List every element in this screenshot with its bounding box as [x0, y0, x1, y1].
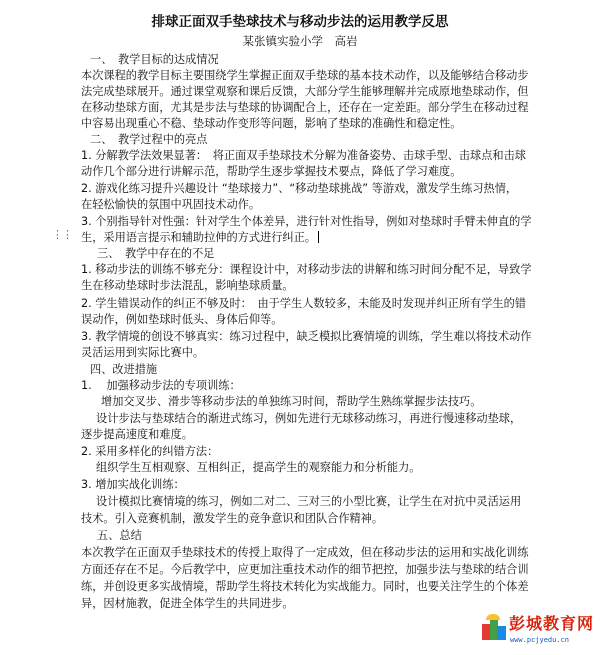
list-item-heading: 3. 增加实战化训练： — [81, 478, 185, 491]
paragraph-line: 练，并创设更多实战情境，帮助学生将技术转化为实战能力。同时，也要关注学生的个体差 — [81, 580, 529, 593]
paragraph-line: 异，因材施教，促进全体学生的共同进步。 — [81, 597, 294, 610]
paragraph-line: 生，采用语言提示和辅助拉伸的方式进行纠正。 — [81, 231, 316, 244]
site-name: 彭城教育网 — [509, 614, 595, 633]
site-url: www.pcjyedu.cn — [510, 636, 570, 644]
heading-improvements: 四、改进措施 — [90, 363, 158, 376]
paragraph-line: 在移动垫球方面，尤其是步法与垫球的协调配合上，还存在一定差距。部分学生在移动过程 — [81, 101, 529, 114]
paragraph-line: 设计模拟比赛情境的练习，例如二对二、三对三的小型比赛，让学生在对抗中灵活运用 — [96, 495, 522, 508]
paragraph-line: 本次教学在正面双手垫球技术的传授上取得了一定成效，但在移动步法的运用和实战化训练 — [81, 546, 529, 559]
paragraph-line: 3. 教学情境的创设不够真实：练习过程中，缺乏模拟比赛情境的训练，学生难以将技术动作 — [81, 330, 532, 343]
list-item-heading: 1. 加强移动步法的专项训练： — [81, 379, 241, 392]
paragraph-line: 3. 个别指导针对性强：针对学生个体差异，进行针对性指导，例如对垫球时手臂未伸直的学 — [81, 215, 532, 228]
heading-highlights: 二、 教学过程中的亮点 — [90, 133, 208, 146]
paragraph-line: 动作几个部分进行讲解示范，帮助学生逐步掌握技术要点，降低了学习难度。 — [81, 165, 462, 178]
paragraph-line: 1. 移动步法的训练不够充分：课程设计中，对移动步法的讲解和练习时间分配不足，导致学 — [81, 263, 532, 276]
paragraph-line: 1. 分解教学法效果显著： 将正面双手垫球技术分解为准备姿势、击球手型、击球点和击球 — [81, 149, 526, 162]
paragraph-line: 灵活运用到实际比赛中。 — [81, 346, 205, 359]
paragraph-line: 2. 游戏化练习提升兴趣设计 “垫球接力”、“移动垫球挑战” 等游戏，激发学生练习热情， — [81, 182, 518, 195]
paragraph-line: 本次课程的教学目标主要围绕学生掌握正面双手垫球的基本技术动作，以及能够结合移动步 — [81, 69, 529, 82]
paragraph-line: 组织学生互相观察、互相纠正，提高学生的观察能力和分析能力。 — [96, 461, 421, 474]
text-cursor — [318, 231, 319, 243]
paragraph-line: 方面还存在不足。今后教学中，应更加注重技术动作的细节把控，加强步法与垫球的结合训 — [81, 563, 529, 576]
heading-summary: 五、总结 — [97, 529, 142, 542]
paragraph-line: 误动作，例如垫球时低头、身体后仰等。 — [81, 313, 283, 326]
paragraph-line-with-cursor[interactable] — [81, 230, 319, 245]
list-item-heading: 2. 采用多样化的纠错方法： — [81, 445, 219, 458]
heading-shortcomings: 三、 教学中存在的不足 — [97, 247, 215, 260]
paragraph-line: 法完成垫球展开。通过课堂观察和课后反馈，大部分学生能够理解并完成原地垫球动作，但 — [81, 85, 529, 98]
paragraph-drag-handle-icon[interactable]: ⋮⋮ — [52, 228, 72, 241]
paragraph-line: 在轻松愉快的氛围中巩固技术动作。 — [81, 198, 261, 211]
paragraph-line: 增加交叉步、滑步等移动步法的单独练习时间，帮助学生熟练掌握步法技巧。 — [101, 395, 482, 408]
paragraph-line: 逐步提高速度和难度。 — [81, 428, 193, 441]
document-author: 某张镇实验小学 高岩 — [242, 34, 358, 48]
document-title: 排球正面双手垫球技术与移动步法的运用教学反思 — [151, 14, 449, 30]
heading-goals: 一、 教学目标的达成情况 — [90, 53, 219, 66]
paragraph-line: 设计步法与垫球结合的渐进式练习，例如先进行无球移动练习，再进行慢速移动垫球， — [96, 412, 522, 425]
paragraph-line: 中容易出现重心不稳、垫球动作变形等问题，影响了垫球的准确性和稳定性。 — [81, 117, 462, 130]
book-logo-icon — [482, 614, 506, 642]
paragraph-line: 2. 学生错误动作的纠正不够及时： 由于学生人数较多，未能及时发现并纠正所有学生的错 — [81, 297, 526, 310]
site-watermark — [482, 612, 594, 650]
paragraph-line: 生在移动垫球时步法混乱，影响垫球质量。 — [81, 279, 294, 292]
paragraph-line: 技术。引入竞赛机制，激发学生的竞争意识和团队合作精神。 — [81, 512, 384, 525]
